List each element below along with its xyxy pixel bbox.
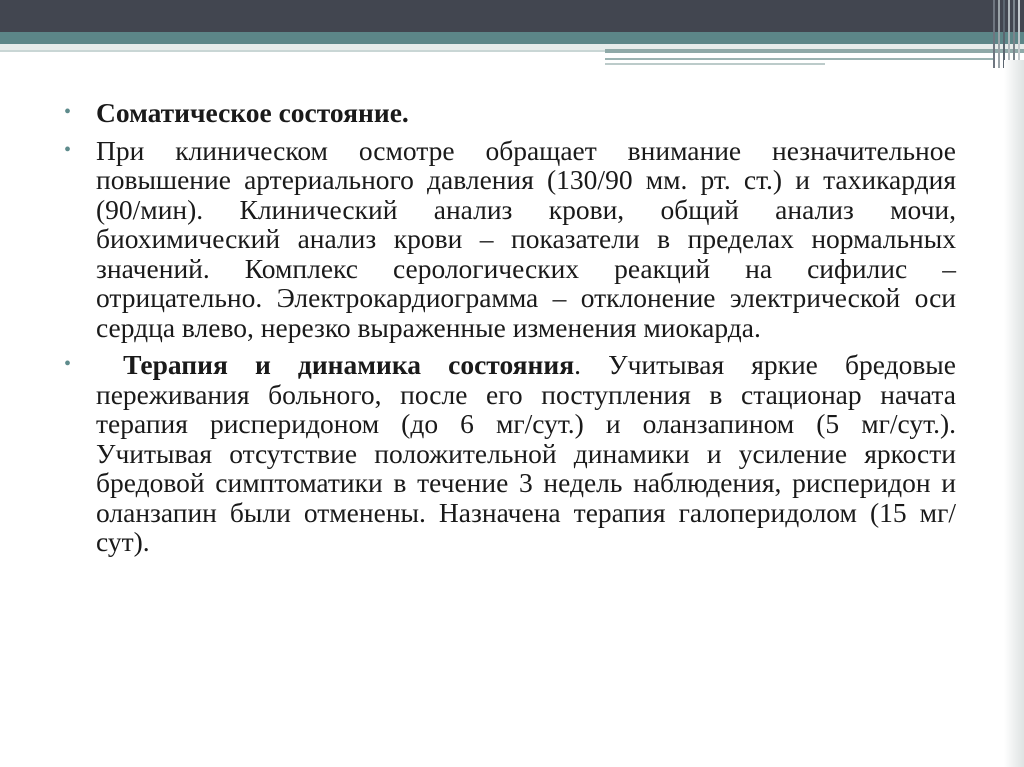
bullet-item-therapy xyxy=(64,350,956,557)
therapy-text: . Учитывая яркие бредовые переживания больного, после его поступления в стационар начата терапия рисперидоном (до 6 мг/сут.) и оланзапином (5 мг/сут.). Учитывая отсутствие положительной динамики и усиление яркости бредовой симптоматики в течение 3 недель наблюдения, рисперидон и оланзапин были отменены. Назначена терапия галоперидолом (15 мг/сут). xyxy=(96,349,956,557)
slide-content xyxy=(64,98,956,557)
header-vertical-stripe xyxy=(998,0,1000,68)
bullet-dot-icon: • xyxy=(64,101,72,123)
header-vertical-stripe xyxy=(1003,0,1005,68)
bullet-dot-icon: • xyxy=(64,138,72,161)
header-vertical-stripe xyxy=(1013,0,1015,68)
header-accent-line xyxy=(605,63,825,65)
header-vertical-stripe xyxy=(1008,0,1010,68)
header-vertical-stripe xyxy=(1018,0,1020,68)
header-band-dark xyxy=(0,0,1024,32)
slide-right-shadow xyxy=(1004,60,1024,767)
header-band-teal xyxy=(0,32,1024,44)
bullet-item-somatic-state xyxy=(64,98,956,128)
header-accent-line xyxy=(605,58,995,60)
header-vertical-stripe xyxy=(993,0,995,68)
header-accent-line xyxy=(605,49,1024,53)
examination-text: При клиническом осмотре обращает внимание незначительное повышение артериального давления (130/90 мм. рт. ст.) и тахикардия (90/мин). Клинический анализ крови, общий анализ мочи, биохимический анализ крови – показатели в пределах нормальных значений. Комплекс серологических реакций на сифилис – отрицательно. Электрокардиограмма – отклонение электрической оси сердца влево, нерезко выраженные изменения миокарда. xyxy=(96,134,956,343)
bullet-dot-icon: • xyxy=(64,353,72,375)
therapy-heading: Терапия и динамика состояния xyxy=(96,349,575,380)
somatic-state-heading: Соматическое состояние. xyxy=(96,97,409,128)
bullet-item-examination xyxy=(64,136,956,343)
